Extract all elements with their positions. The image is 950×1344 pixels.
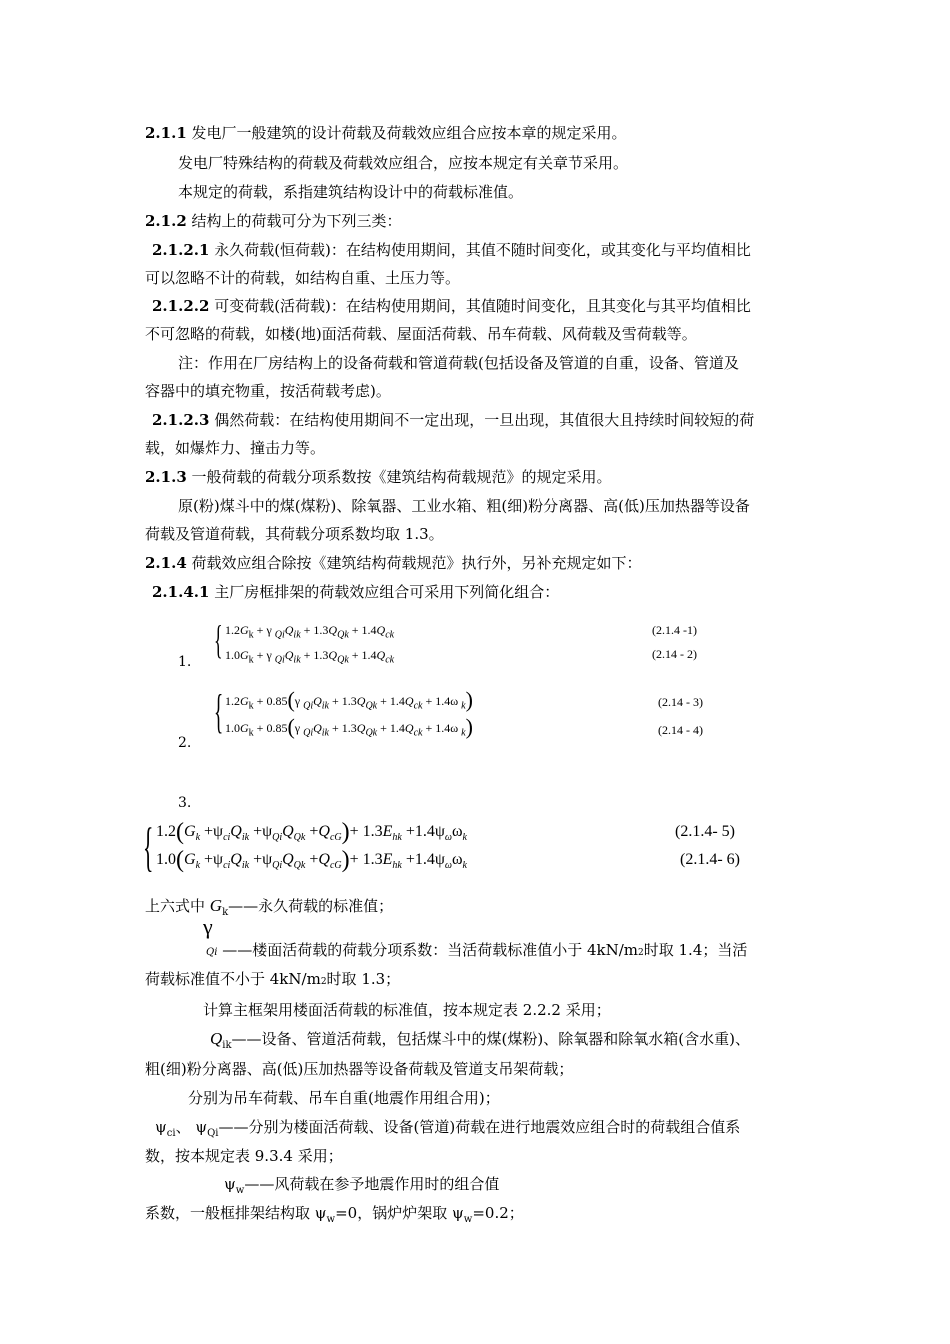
equation-number: (2.14 - 4) [658,723,703,737]
clause-text: 荷载效应组合除按《建筑结构荷载规范》执行外，另补充规定如下： [191,554,642,572]
definition-text: ——永久荷载的标准值； [228,897,394,915]
clause-number: 2.1.2.2 [152,297,210,315]
equation-2-1-4-1: $1.2G_k + \gamma$ $_{Qi}Q_{ik} + 1.3Q_{Qk} + 1.4Q_{ck}$ [225,623,395,641]
equation-brace: { [143,817,154,877]
clause-text: 一般荷载的荷载分项系数按《建筑结构荷载规范》的规定采用。 [191,468,612,486]
definition-crane: 分别为吊车荷载、吊车自重(地震作用组合用)； [188,1089,500,1107]
equation-2-1-4-2: $1.0G_k + \gamma$ $_{Qi}Q_{ik} + 1.3Q_{Qk} + 1.4Q_{ck}$ [225,648,395,666]
clause-text: 结构上的荷载可分为下列三类： [191,212,402,230]
clause-number: 2.1.3 [145,468,187,486]
equation-number: (2.14 - 3) [658,695,703,709]
definition-psi: $\psi_{ci}$、 $\psi_{Qi}——$分别为楼面活荷载、设备(管道)荷载在进行地震效应组合时的荷载组合值系 [155,1118,741,1139]
definition-psi-continuation: 数，按本规定表 9.3.4 采用； [145,1147,343,1165]
definition-gamma-continuation: 荷载标准值不小于 4kN/m2时取 1.3； [145,970,401,988]
equation-2-1-4-6: $1.0(G_k +\psi_{ci}Q_{ik} +\psi_{Qi}Q_{Qk} +Q_{cG})+ 1.3E_{hk} +1.4\psi_\omega\omega_k$ [156,847,467,873]
equation-2-14-3: $1.2G_k + 0.85(\gamma$ $_{Qi}Q_{ik} + 1.3Q_{Qk} + 1.4Q_{ck} + 1.4\omega$ $_k$) [225,687,473,712]
note: 注：作用在厂房结构上的设备荷载和管道荷载(包括设备及管道的自重，设备、管道及 [178,354,739,372]
equation-brace: { [214,685,224,738]
clause-2-1-4-1 [152,582,559,602]
clause-2-1-2-3 [152,410,754,430]
definition-gk: 上六式中 $G_k——$永久荷载的标准值； [145,896,394,918]
equation-number: (2.1.4- 6) [680,851,740,868]
definition-text: =0，锅炉炉架取 [335,1204,448,1222]
equation-number: (2.14 - 2) [652,647,697,661]
paragraph: 本规定的荷载，系指建筑结构设计中的荷载标准值。 [178,183,524,201]
clause-2-1-2 [145,211,402,231]
definition-gamma: Qi ——楼面活荷载的荷载分项系数：当活荷载标准值小于 4kN/m2时取 1.4；当活 [206,941,748,959]
equation-group-label: 2. [178,735,192,751]
definition-text: ——风荷载在参予地震作用时的组合值 [244,1175,500,1193]
definition-text: 荷载标准值不小于 4kN/m [145,970,321,988]
clause-text: 偶然荷载：在结构使用期间不一定出现，一旦出现，其值很大且持续时间较短的荷 [214,411,755,429]
equation-group-label: 1. [178,654,192,670]
clause-continuation: 可以忽略不计的荷载，如结构自重、土压力等。 [145,269,461,287]
definition-qik: $Q_{ik}——$设备、管道活荷载，包括煤斗中的煤(煤粉)、除氧器和除氧水箱(含水重)、 [210,1029,750,1051]
clause-number: 2.1.2.1 [152,241,210,259]
paragraph: 原(粉)煤斗中的煤(煤粉)、除氧器、工业水箱、粗(细)粉分离器、高(低)压加热器等设备 [178,497,750,515]
note-continuation: 容器中的填充物重，按活荷载考虑)。 [145,382,391,400]
definition-psiw-continuation: 系数，一般框排架结构取 $\psi_w=0$，锅炉炉架取 $\psi_w=0.2$； [145,1204,524,1225]
equation-group-label: 3. [178,795,192,811]
definition-qik-continuation: 粗(细)粉分离器、高(低)压加热器等设备荷载及管道支吊架荷载； [145,1060,574,1078]
equation-number: (2.1.4 -1) [652,623,697,637]
equation-2-1-4-5: $1.2(G_k +\psi_{ci}Q_{ik} +\psi_{Qi}Q_{Qk} +Q_{cG})+ 1.3E_{hk} +1.4\psi_\omega\omega_k$ [156,819,467,845]
clause-number: 2.1.4.1 [152,583,210,601]
paragraph: 发电厂特殊结构的荷载及荷载效应组合，应按本规定有关章节采用。 [178,154,629,172]
definition-calc: 计算主框架用楼面活荷载的标准值，按本规定表 2.2.2 采用； [203,1001,611,1019]
paragraph-continuation: 荷载及管道荷载，其荷载分项系数均取 1.3。 [145,525,444,543]
equation-brace: { [214,617,223,662]
clause-text: 主厂房框排架的荷载效应组合可采用下列简化组合： [214,583,560,601]
clause-number: 2.1.2.3 [152,411,210,429]
definition-text: ——分别为楼面活荷载、设备(管道)荷载在进行地震效应组合时的荷载组合值系 [218,1118,741,1136]
definition-text: 时取 1.3； [326,970,401,988]
definition-psiw: $\psi_w——$风荷载在参予地震作用时的组合值 [224,1175,500,1196]
definition-text: =0.2； [472,1204,524,1222]
gamma-symbol: γ [203,914,213,939]
clause-2-1-3 [145,467,612,487]
clause-text: 可变荷载(活荷载)：在结构使用期间，其值随时间变化，且其变化与其平均值相比 [214,297,751,315]
definition-text: ——楼面活荷载的荷载分项系数：当活荷载标准值小于 4kN/m [222,941,638,959]
clause-number: 2.1.1 [145,124,187,142]
definition-lead: 上六式中 [145,897,206,915]
clause-2-1-2-1 [152,240,751,260]
clause-2-1-2-2 [152,296,751,316]
clause-text: 发电厂一般建筑的设计荷载及荷载效应组合应按本章的规定采用。 [191,124,627,142]
clause-continuation: 不可忽略的荷载，如楼(地)面活荷载、屋面活荷载、吊车荷载、风荷载及雪荷载等。 [145,325,697,343]
definition-text: ——设备、管道活荷载，包括煤斗中的煤(煤粉)、除氧器和除氧水箱(含水重)、 [231,1030,750,1048]
clause-2-1-1 [145,123,627,143]
clause-continuation: 载，如爆炸力、撞击力等。 [145,439,326,457]
definition-text: 时取 1.4；当活 [643,941,748,959]
equation-2-14-4: $1.0G_k + 0.85(\gamma$ $_{Qi}Q_{ik} + 1.3Q_{Qk} + 1.4Q_{ck} + 1.4\omega$ $_k$) [225,714,473,739]
clause-number: 2.1.4 [145,554,187,572]
definition-text: 系数，一般框排架结构取 [145,1204,311,1222]
clause-number: 2.1.2 [145,212,187,230]
clause-2-1-4 [145,553,642,573]
clause-text: 永久荷载(恒荷载)：在结构使用期间，其值不随时间变化，或其变化与平均值相比 [214,241,751,259]
equation-number: (2.1.4- 5) [675,823,735,840]
